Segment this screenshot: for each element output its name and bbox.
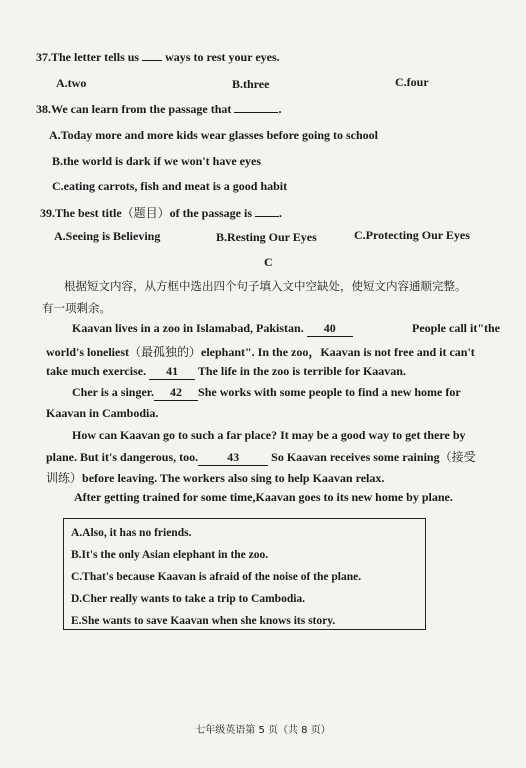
blank-41: 41 — [149, 364, 195, 380]
passage-text-cn: 训练） — [46, 471, 83, 485]
question-37-stem — [36, 50, 280, 65]
question-38-stem-text: 38.We can learn from the passage that — [36, 102, 232, 116]
question-38-stem-end: . — [278, 102, 282, 116]
question-39-stem-b: of the passage is — [169, 206, 253, 220]
passage-text: Kaavan lives in a zoo in Islamabad, Pakistan. — [72, 321, 304, 335]
page-footer: 七年级英语第 5 页（共 8 页） — [195, 725, 331, 736]
section-instruction-line-2: 有一项剩余。 — [42, 301, 111, 315]
answer-blank — [255, 206, 279, 217]
box-option-e: E.She wants to save Kaavan when she knows its story. — [71, 615, 336, 627]
blank-40: 40 — [307, 321, 353, 337]
passage-text: People call it"the — [412, 321, 500, 335]
passage-line — [46, 469, 384, 486]
passage-text: She works with some people to find a new home for — [198, 385, 461, 399]
passage-line — [46, 343, 502, 360]
section-letter: C — [264, 255, 273, 269]
question-39-option-a: A.Seeing is Believing — [54, 229, 161, 243]
passage-text: Cher is a singer. — [72, 385, 155, 399]
blank-43: 43 — [198, 450, 268, 466]
question-38-option-a: A.Today more and more kids wear glasses before going to school — [49, 128, 379, 142]
passage-line: How can Kaavan go to such a far place? It may be a good way to get there by — [72, 428, 466, 442]
box-option-d: D.Cher really wants to take a trip to Cambodia. — [71, 593, 306, 605]
box-option-b: B.It's the only Asian elephant in the zoo. — [71, 549, 269, 561]
sentence-options-box — [63, 518, 426, 630]
passage-line: Kaavan in Cambodia. — [46, 406, 159, 420]
blank-42: 42 — [154, 385, 198, 401]
question-38-stem — [36, 102, 281, 117]
question-37-option-b: B.three — [232, 77, 270, 91]
passage-text: So Kaavan receives some raining — [271, 450, 440, 464]
passage-line — [46, 448, 476, 466]
section-instruction-line-1: 根据短文内容，从方框中选出四个句子填入文中空缺处，使短文内容通顺完整。 — [64, 279, 467, 293]
question-38-option-c: C.eating carrots, fish and meat is a good habit — [52, 179, 288, 193]
answer-blank — [142, 50, 162, 61]
question-38-option-b: B.the world is dark if we won't have eyes — [52, 154, 261, 168]
question-39-option-b: B.Resting Our Eyes — [216, 230, 317, 244]
question-37-option-c: C.four — [395, 75, 429, 89]
passage-text-cn: （最孤独的） — [129, 345, 202, 359]
passage-text-cn: （接受 — [439, 450, 476, 464]
passage-text: plane. But it's dangerous, too. — [46, 450, 199, 464]
passage-text: The life in the zoo is terrible for Kaavan. — [197, 364, 406, 378]
question-39-stem-cn: （题目） — [121, 206, 170, 220]
question-37-stem-end: ways to rest your eyes. — [165, 50, 280, 64]
question-37-option-a: A.two — [56, 76, 87, 90]
passage-line — [72, 321, 500, 337]
passage-text: world's loneliest — [46, 345, 129, 359]
question-39-option-c: C.Protecting Our Eyes — [354, 228, 470, 242]
question-39-stem-end: . — [279, 206, 283, 220]
box-option-c: C.That's because Kaavan is afraid of the noise of the plane. — [71, 571, 362, 583]
answer-blank — [234, 102, 278, 113]
box-option-a: A.Also, it has no friends. — [71, 527, 192, 539]
passage-line — [72, 385, 461, 401]
passage-line: After getting trained for some time,Kaavan goes to its new home by plane. — [74, 490, 453, 504]
passage-line — [46, 364, 406, 380]
passage-text: before leaving. The workers also sing to help Kaavan relax. — [82, 471, 385, 485]
question-39-stem — [40, 204, 282, 221]
passage-text: take much exercise. — [46, 364, 147, 378]
question-37-stem-start: 37.The letter tells us — [36, 50, 140, 64]
question-39-stem-a: 39.The best title — [40, 206, 122, 220]
passage-text: elephant". In the zoo，Kaavan is not free and it can't — [201, 345, 475, 359]
